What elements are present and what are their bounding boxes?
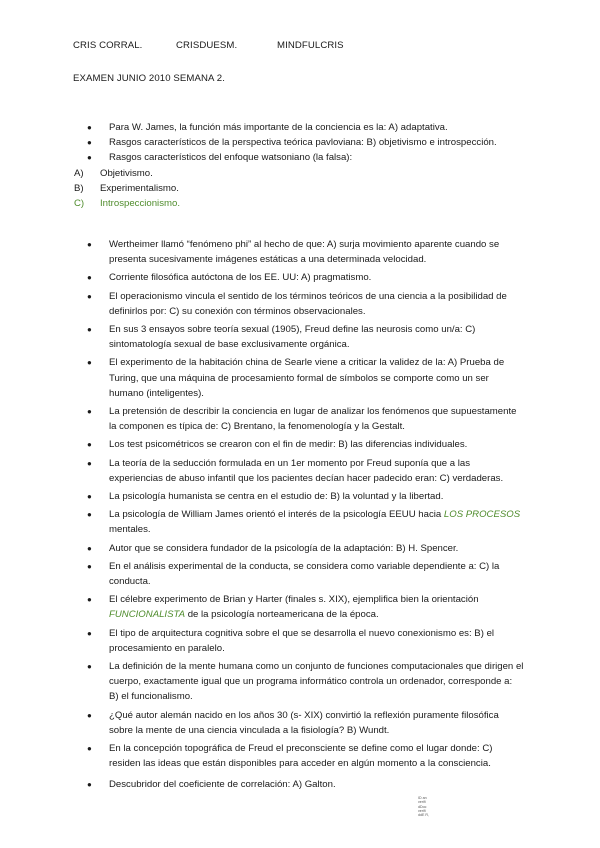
list-item: ● Para W. James, la función más importante de la conciencia es la: A) adaptativa. <box>84 120 524 135</box>
list-item: ● Autor que se considera fundador de la psicología de la adaptación: B) H. Spencer. <box>84 541 524 556</box>
list-item: ● En el análisis experimental de la conducta, se considera como variable dependiente a: C) la conducta. <box>84 559 524 589</box>
highlight-text: LOS PROCESOS <box>443 509 521 521</box>
option-marker: A) <box>74 167 84 179</box>
option-text: Introspeccionismo. <box>100 198 180 210</box>
option-marker: C) <box>74 198 85 210</box>
list-item: ● La psicología de William James orientó el interés de la psicología EEUU hacia LOS PROCESOS mentales. <box>84 507 524 537</box>
option-marker: B) <box>74 182 84 194</box>
list-item: ● Descubridor del coeficiente de correlación: A) Galton. <box>84 777 524 792</box>
author-user: CRISDUESM. <box>176 40 238 51</box>
question-list-1 <box>74 120 524 211</box>
verification-stamp: ID an verifi dDoc verifi ddE R, <box>418 796 429 818</box>
list-item: ● ¿Qué autor alemán nacido en los años 30 (s- XIX) convirtió la reflexión puramente filosófica sobre la mente de una ciencia vinculada a la fisiología? B) Wundt. <box>84 708 524 738</box>
exam-title: EXAMEN JUNIO 2010 SEMANA 2. <box>73 73 225 84</box>
list-item: ● Corriente filosófica autóctona de los EE. UU: A) pragmatismo. <box>84 270 524 285</box>
highlight-text: FUNCIONALISTA <box>109 609 186 621</box>
list-item: ● En sus 3 ensayos sobre teoría sexual (1905), Freud define las neurosis como un/a: C) sintomatología sexual de base exclusivamente orgánica. <box>84 322 524 352</box>
list-item: ● La definición de la mente humana como un conjunto de funciones computacionales que dirigen el cuerpo, exactamente igual que un programa informático controla un ordenador, corresponde a: B) el funcionalismo. <box>84 659 524 705</box>
list-item: ● Rasgos característicos de la perspectiva teórica pavloviana: B) objetivismo e introspección. <box>84 135 524 150</box>
list-item: ● La psicología humanista se centra en el estudio de: B) la voluntad y la libertad. <box>84 489 524 504</box>
list-item: ● Rasgos característicos del enfoque watsoniano (la falsa): <box>84 150 524 165</box>
question-list-2 <box>84 237 524 792</box>
option-b <box>74 181 524 196</box>
list-item: ● El experimento de la habitación china de Searle viene a criticar la validez de la: A) Prueba de Turing, que una máquina de procesamiento formal de símbolos se comporte como un ser humano (inteligentes). <box>84 355 524 401</box>
list-item: ● Los test psicométricos se crearon con el fin de medir: B) las diferencias individuales. <box>84 437 524 452</box>
list-item: ● En la concepción topográfica de Freud el preconsciente se define como el lugar donde: C) residen las ideas que están disponibles para acceder en algún momento a la consciencia. <box>84 741 524 771</box>
list-item: ● El tipo de arquitectura cognitiva sobre el que se desarrolla el nuevo conexionismo es: B) el procesamiento en paralelo. <box>84 626 524 656</box>
option-c-correct <box>74 196 524 211</box>
list-item: ● Wertheimer llamó “fenómeno phi” al hecho de que: A) surja movimiento aparente cuando se presenta sucesivamente imágenes estáticas a una determinada velocidad. <box>84 237 524 267</box>
author-tag: MINDFULCRIS <box>277 40 344 51</box>
author-name: CRIS CORRAL. <box>73 40 143 51</box>
list-item: ● El célebre experimento de Brian y Harter (finales s. XIX), ejemplifica bien la orientación FUNCIONALISTA de la psicología norteamericana de la época. <box>84 592 524 622</box>
list-item: ● La teoría de la seducción formulada en un 1er momento por Freud suponía que a las experiencias de abuso infantil que los pacientes decían hacer padecido eran: C) verdaderas. <box>84 456 524 486</box>
list-item: ● El operacionismo vincula el sentido de los términos teóricos de una ciencia a la posibilidad de definirlos por: C) su conexión con términos observacionales. <box>84 289 524 319</box>
option-text: Experimentalismo. <box>100 182 179 194</box>
option-text: Objetivismo. <box>100 167 153 179</box>
option-a <box>74 166 524 181</box>
list-item: ● La pretensión de describir la conciencia en lugar de analizar los fenómenos que supuestamente la componen es típica de: C) Brentano, la fenomenología y la Gestalt. <box>84 404 524 434</box>
